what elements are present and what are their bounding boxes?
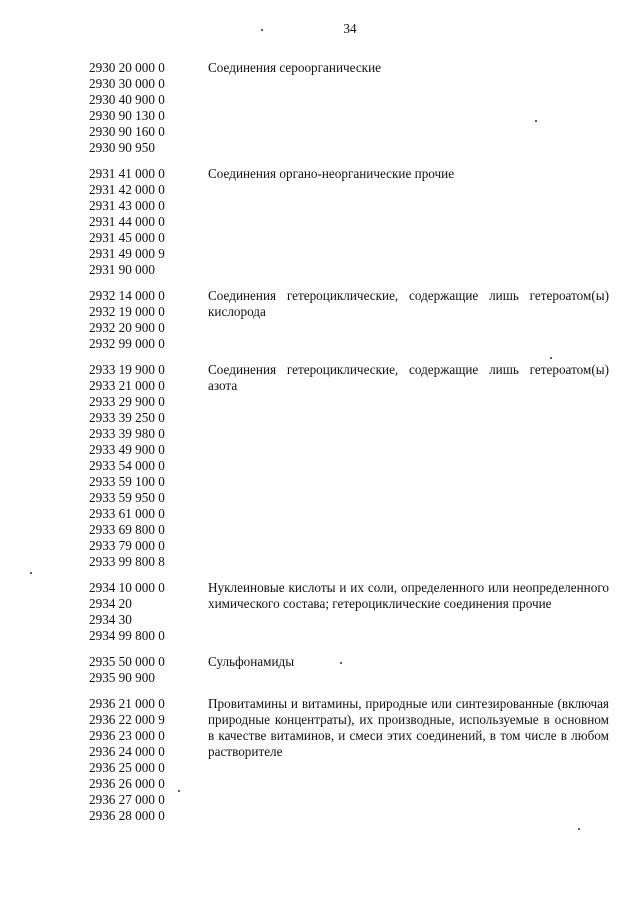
tariff-code: 2936 23 000 0 <box>89 728 165 743</box>
tariff-code: 2933 59 950 0 <box>89 490 165 505</box>
tariff-code: 2936 27 000 0 <box>89 792 165 807</box>
description-text: Соединения гетероциклические, содержащие лишь гетероатом(ы) азота <box>208 362 609 393</box>
tariff-code: 2930 90 160 0 <box>89 124 165 139</box>
code-list <box>89 60 609 834</box>
description-text: Соединения сероорганические <box>208 60 381 75</box>
tariff-code: 2934 30 <box>89 612 132 627</box>
code-column <box>89 696 208 824</box>
description <box>208 166 609 278</box>
scan-speck <box>261 29 263 31</box>
description <box>208 654 609 686</box>
tariff-code: 2935 50 000 0 <box>89 654 165 669</box>
scan-speck <box>578 828 580 830</box>
tariff-code: 2933 39 980 0 <box>89 426 165 441</box>
tariff-code: 2933 21 000 0 <box>89 378 165 393</box>
list-item <box>89 580 609 644</box>
scan-speck <box>178 790 180 792</box>
tariff-code: 2933 49 900 0 <box>89 442 165 457</box>
tariff-code: 2932 20 900 0 <box>89 320 165 335</box>
tariff-code: 2931 49 000 9 <box>89 246 165 261</box>
code-column <box>89 288 208 352</box>
tariff-code: 2933 69 800 0 <box>89 522 165 537</box>
tariff-code: 2931 44 000 0 <box>89 214 165 229</box>
code-column <box>89 654 208 686</box>
scan-speck <box>30 572 32 574</box>
description <box>208 362 609 570</box>
list-item <box>89 60 609 156</box>
description-text: Сульфонамиды <box>208 654 295 669</box>
tariff-code: 2931 43 000 0 <box>89 198 165 213</box>
tariff-code: 2930 90 130 0 <box>89 108 165 123</box>
tariff-code: 2933 19 900 0 <box>89 362 165 377</box>
tariff-code: 2932 14 000 0 <box>89 288 165 303</box>
tariff-code: 2930 30 000 0 <box>89 76 165 91</box>
tariff-code: 2934 99 800 0 <box>89 628 165 643</box>
tariff-code: 2933 79 000 0 <box>89 538 165 553</box>
tariff-code: 2936 22 000 9 <box>89 712 165 727</box>
description <box>208 60 609 156</box>
tariff-code: 2934 20 <box>89 596 132 611</box>
list-item <box>89 362 609 570</box>
code-column <box>89 166 208 278</box>
tariff-code: 2936 21 000 0 <box>89 696 165 711</box>
description-text: Провитамины и витамины, природные или синтезированные (включая природные концентраты), их производные, используемые в основном в качестве витаминов, и смеси этих соединений, в том числе в любом растворителе <box>208 696 609 759</box>
scan-speck <box>550 357 552 359</box>
tariff-code: 2936 25 000 0 <box>89 760 165 775</box>
tariff-code: 2930 90 950 <box>89 140 155 155</box>
tariff-code: 2931 45 000 0 <box>89 230 165 245</box>
tariff-code: 2933 61 000 0 <box>89 506 165 521</box>
list-item <box>89 696 609 824</box>
code-column <box>89 362 208 570</box>
list-item <box>89 288 609 352</box>
description <box>208 696 609 824</box>
description-text: Соединения органо-неорганические прочие <box>208 166 455 181</box>
tariff-code: 2932 19 000 0 <box>89 304 165 319</box>
tariff-code: 2933 59 100 0 <box>89 474 165 489</box>
description <box>208 580 609 644</box>
tariff-code: 2936 28 000 0 <box>89 808 165 823</box>
list-item <box>89 166 609 278</box>
tariff-code: 2933 29 900 0 <box>89 394 165 409</box>
tariff-code: 2933 39 250 0 <box>89 410 165 425</box>
list-item <box>89 654 609 686</box>
tariff-code: 2936 26 000 0 <box>89 776 165 791</box>
tariff-code: 2933 54 000 0 <box>89 458 165 473</box>
tariff-code: 2930 40 900 0 <box>89 92 165 107</box>
tariff-code: 2935 90 900 <box>89 670 155 685</box>
tariff-code: 2934 10 000 0 <box>89 580 165 595</box>
tariff-code: 2933 99 800 8 <box>89 554 165 569</box>
scan-speck <box>535 120 537 122</box>
code-column <box>89 60 208 156</box>
scan-speck <box>340 662 342 664</box>
tariff-code: 2931 90 000 <box>89 262 155 277</box>
tariff-code: 2936 24 000 0 <box>89 744 165 759</box>
description-text: Соединения гетероциклические, содержащие лишь гетероатом(ы) кислорода <box>208 288 609 319</box>
code-column <box>89 580 208 644</box>
tariff-code: 2932 99 000 0 <box>89 336 165 351</box>
description-text: Нуклеиновые кислоты и их соли, определенного или неопределенного химического состава; гетероциклические соединения прочие <box>208 580 609 611</box>
page-number: 34 <box>343 21 357 36</box>
tariff-code: 2931 42 000 0 <box>89 182 165 197</box>
tariff-code: 2930 20 000 0 <box>89 60 165 75</box>
description <box>208 288 609 352</box>
tariff-code: 2931 41 000 0 <box>89 166 165 181</box>
